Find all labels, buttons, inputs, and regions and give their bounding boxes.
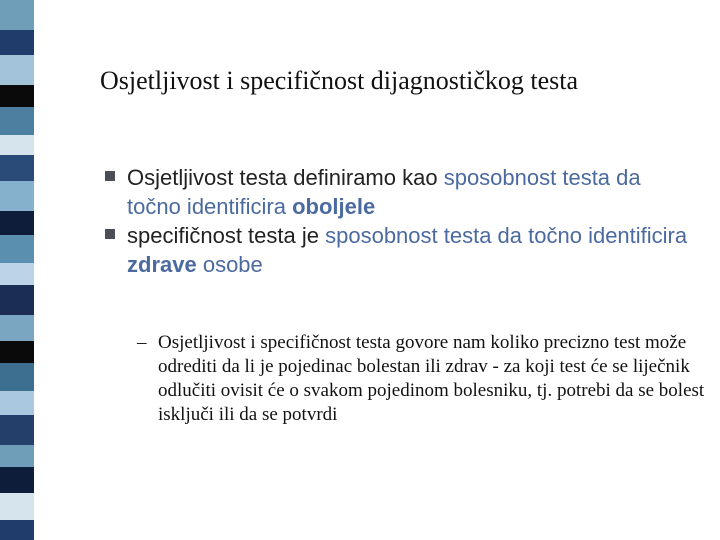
bullet-item-specificity xyxy=(105,221,695,279)
stripe-block xyxy=(0,520,34,540)
stripe-block xyxy=(0,467,34,493)
sub-bullet xyxy=(137,331,718,427)
stripe-block xyxy=(0,415,34,445)
highlight-text: sposobnost testa da točno identificira xyxy=(325,223,688,248)
square-bullet-icon xyxy=(105,171,115,181)
stripe-block xyxy=(0,363,34,391)
stripe-block xyxy=(0,211,34,235)
highlight-text-after: osobe xyxy=(196,252,263,277)
stripe-block xyxy=(0,263,34,285)
dash-bullet-icon: – xyxy=(137,332,147,353)
stripe-block xyxy=(0,135,34,155)
bullet-list xyxy=(105,163,695,279)
bold-term: zdrave xyxy=(127,252,197,277)
stripe-block xyxy=(0,235,34,263)
stripe-block xyxy=(0,181,34,211)
stripe-block xyxy=(0,55,34,85)
stripe-block xyxy=(0,285,34,315)
decorative-stripe xyxy=(0,0,34,540)
stripe-block xyxy=(0,85,34,107)
stripe-block xyxy=(0,445,34,467)
square-bullet-icon xyxy=(105,229,115,239)
bullet-text: Osjetljivost testa definiramo kao xyxy=(127,165,444,190)
bullet-item-sensitivity xyxy=(105,163,695,221)
stripe-block xyxy=(0,0,34,30)
stripe-block xyxy=(0,315,34,341)
stripe-block xyxy=(0,391,34,415)
stripe-block xyxy=(0,107,34,135)
bold-term: oboljele xyxy=(292,194,376,219)
stripe-block xyxy=(0,341,34,363)
stripe-block xyxy=(0,493,34,520)
highlight-text: sposobnost testa da točno identificira xyxy=(127,165,641,219)
slide-title: Osjetljivost i specifičnost dijagnostičkog testa xyxy=(100,66,579,95)
stripe-block xyxy=(0,30,34,55)
stripe-block xyxy=(0,155,34,181)
sub-bullet-text: Osjetljivost i specifičnost testa govore nam koliko precizno test može odrediti da li je pojedinac bolestan ili zdrav - za koji test će se liječnik odlučiti ovisit će o svakom pojedinom bolesniku, tj. potrebi da se bolest isključi ili da se potvrdi xyxy=(158,332,705,425)
bullet-text: specifičnost testa je xyxy=(127,223,326,248)
